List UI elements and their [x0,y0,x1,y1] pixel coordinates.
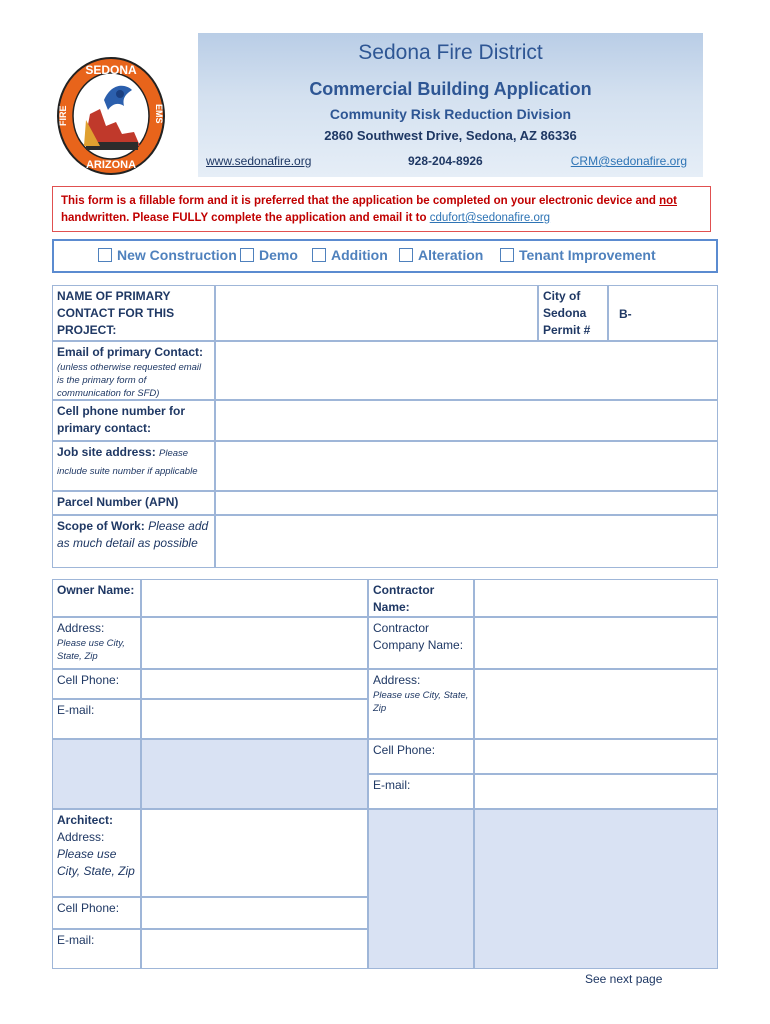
permit-label: City of Sedona Permit # [538,285,608,341]
jobsite-label [52,441,215,491]
checkbox[interactable] [399,248,413,262]
option-addition[interactable] [312,247,388,263]
option-new-construction[interactable] [98,247,237,263]
owner-name-field[interactable] [141,579,368,617]
district-name: Sedona Fire District [358,41,543,64]
cell-field[interactable] [215,400,718,441]
architect-email-label: E-mail: [52,929,141,969]
website-link[interactable]: www.sedonafire.org [206,154,312,168]
owner-email-label: E-mail: [52,699,141,739]
contractor-name-label: Contractor Name: [368,579,474,617]
option-label: Addition [331,247,388,263]
primary-contact-label: NAME OF PRIMARY CONTACT FOR THIS PROJECT: [52,285,215,341]
option-label: Demo [259,247,298,263]
scope-label-text: Scope of Work: [57,519,145,533]
email-label-text: Email of primary Contact: [57,345,204,359]
notice-not: not [659,195,678,207]
logo-top-text: SEDONA [85,63,137,77]
sedona-fire-logo [56,54,166,176]
contractor-company-field[interactable] [474,617,718,669]
contractor-name-field[interactable] [474,579,718,617]
logo-left-text: FIRE [58,105,68,126]
contractor-company-label: Contractor Company Name: [368,617,474,669]
jobsite-label-text: Job site address: [57,445,156,459]
logo-right-text: EMS [154,104,164,124]
architect-label [52,809,141,897]
contractor-email-label: E-mail: [368,774,474,809]
email-label [52,341,215,400]
contractor-cell-label: Cell Phone: [368,739,474,774]
logo-bottom-text: ARIZONA [85,159,137,171]
option-label: Tenant Improvement [519,247,656,263]
contractor-address-text: Address: [373,673,421,687]
blank-shaded-cell [368,809,474,969]
parcel-field[interactable] [215,491,718,515]
owner-address-text: Address: [57,621,105,635]
blank-shaded-cell [141,739,368,809]
architect-address-field[interactable] [141,809,368,897]
option-label: Alteration [418,247,484,263]
primary-contact-field[interactable] [215,285,538,341]
notice-text-1: This form is a fillable form and it is preferred that the application be completed on your electronic device and [61,195,660,207]
owner-address-label [52,617,141,669]
owner-name-label: Owner Name: [52,579,141,617]
cell-label: Cell phone number for primary contact: [52,400,215,441]
option-label: New Construction [117,247,237,263]
jobsite-note: Please include suite number if applicable [57,448,198,477]
owner-address-field[interactable] [141,617,368,669]
fillable-notice [52,186,711,232]
checkbox[interactable] [240,248,254,262]
checkbox[interactable] [500,248,514,262]
scope-note: Please add as much detail as possible [57,519,209,550]
scope-label [52,515,215,568]
contractor-address-field[interactable] [474,669,718,739]
contractor-cell-field[interactable] [474,739,718,774]
architect-cell-label: Cell Phone: [52,897,141,929]
checkbox[interactable] [98,248,112,262]
architect-label-text: Architect: [57,813,114,827]
contractor-address-note: Please use City, State, Zip [373,690,469,714]
architect-cell-field[interactable] [141,897,368,929]
blank-shaded-cell [52,739,141,809]
owner-address-note: Please use City, State, Zip [57,638,125,662]
architect-address-note: Please use City, State, Zip [57,847,135,878]
scope-field[interactable] [215,515,718,568]
owner-cell-label: Cell Phone: [52,669,141,699]
option-demo[interactable] [240,247,298,263]
contractor-address-label [368,669,474,739]
architect-address-text: Address: [57,830,105,844]
see-next-page: See next page [585,972,663,986]
notice-text-2: handwritten. Please FULLY complete the application and email it to [61,212,430,224]
district-email-link[interactable]: CRM@sedonafire.org [570,154,687,168]
district-address: 2860 Southwest Drive, Sedona, AZ 86336 [324,128,577,143]
form-title: Commercial Building Application [309,79,592,99]
checkbox[interactable] [312,248,326,262]
owner-email-field[interactable] [141,699,368,739]
district-phone: 928-204-8926 [408,154,483,168]
parcel-label: Parcel Number (APN) [52,491,215,515]
project-type-options [52,239,718,273]
option-tenant-improvement[interactable] [500,247,656,263]
permit-field[interactable]: B- [608,285,718,341]
header-banner [198,33,703,177]
email-field[interactable] [215,341,718,400]
owner-cell-field[interactable] [141,669,368,699]
division-name: Community Risk Reduction Division [329,106,572,122]
blank-shaded-cell [474,809,718,969]
contractor-email-field[interactable] [474,774,718,809]
email-note: (unless otherwise requested email is the primary form of communication for SFD) [57,362,202,399]
option-alteration[interactable] [399,247,483,263]
jobsite-field[interactable] [215,441,718,491]
notice-email-link[interactable]: cdufort@sedonafire.org [429,212,551,224]
architect-email-field[interactable] [141,929,368,969]
